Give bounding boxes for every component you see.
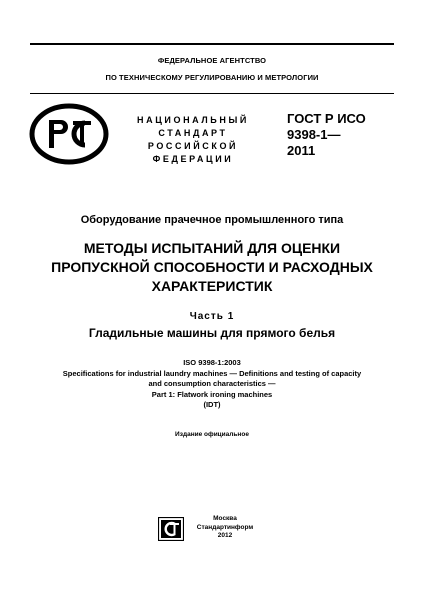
part-label: Часть 1 bbox=[189, 311, 235, 322]
national-line: СТАНДАРТ bbox=[158, 128, 228, 138]
english-line: and consumption characteristics — bbox=[148, 379, 276, 388]
standard-designation bbox=[287, 111, 366, 159]
english-title-block bbox=[20, 358, 404, 411]
national-line: РОССИЙСКОЙ bbox=[147, 141, 239, 151]
agency-line-1: ФЕДЕРАЛЬНОЕ АГЕНТСТВО bbox=[157, 56, 267, 65]
top-rule bbox=[30, 43, 394, 45]
publisher-line: 2012 bbox=[217, 532, 233, 539]
main-title-line: ПРОПУСКНОЙ СПОСОБНОСТИ И РАСХОДНЫХ bbox=[51, 259, 373, 275]
publisher-line: Москва bbox=[213, 515, 237, 522]
english-line: Part 1: Flatwork ironing machines bbox=[151, 389, 273, 399]
english-line: (IDT) bbox=[203, 400, 221, 409]
rst-certification-mark-icon bbox=[29, 103, 109, 165]
main-title-line: МЕТОДЫ ИСПЫТАНИЙ ДЛЯ ОЦЕНКИ bbox=[83, 240, 341, 256]
designation-line: ГОСТ Р ИСО bbox=[287, 111, 366, 126]
designation-line: 2011 bbox=[287, 143, 316, 158]
equipment-title: Оборудование прачечное промышленного типа bbox=[80, 214, 344, 226]
national-line: ФЕДЕРАЦИИ bbox=[152, 154, 234, 164]
national-line: НАЦИОНАЛЬНЫЙ bbox=[137, 115, 249, 125]
english-line: Specifications for industrial laundry machines — Definitions and testing of capacity bbox=[62, 368, 362, 378]
header-rule bbox=[30, 93, 394, 94]
english-line: ISO 9398-1:2003 bbox=[183, 358, 241, 367]
standartinform-logo-icon bbox=[158, 517, 184, 541]
main-title bbox=[30, 239, 394, 296]
national-standard-label bbox=[128, 114, 258, 166]
part-subtitle: Гладильные машины для прямого белья bbox=[88, 326, 336, 340]
publisher-imprint bbox=[195, 515, 255, 541]
designation-line: 9398-1— bbox=[287, 127, 341, 142]
official-edition-label: Издание официальное bbox=[175, 431, 249, 438]
main-title-line: ХАРАКТЕРИСТИК bbox=[151, 278, 273, 294]
agency-line-2: ПО ТЕХНИЧЕСКОМУ РЕГУЛИРОВАНИЮ И МЕТРОЛОГИИ bbox=[105, 73, 319, 82]
publisher-line: Стандартинформ bbox=[196, 523, 254, 531]
